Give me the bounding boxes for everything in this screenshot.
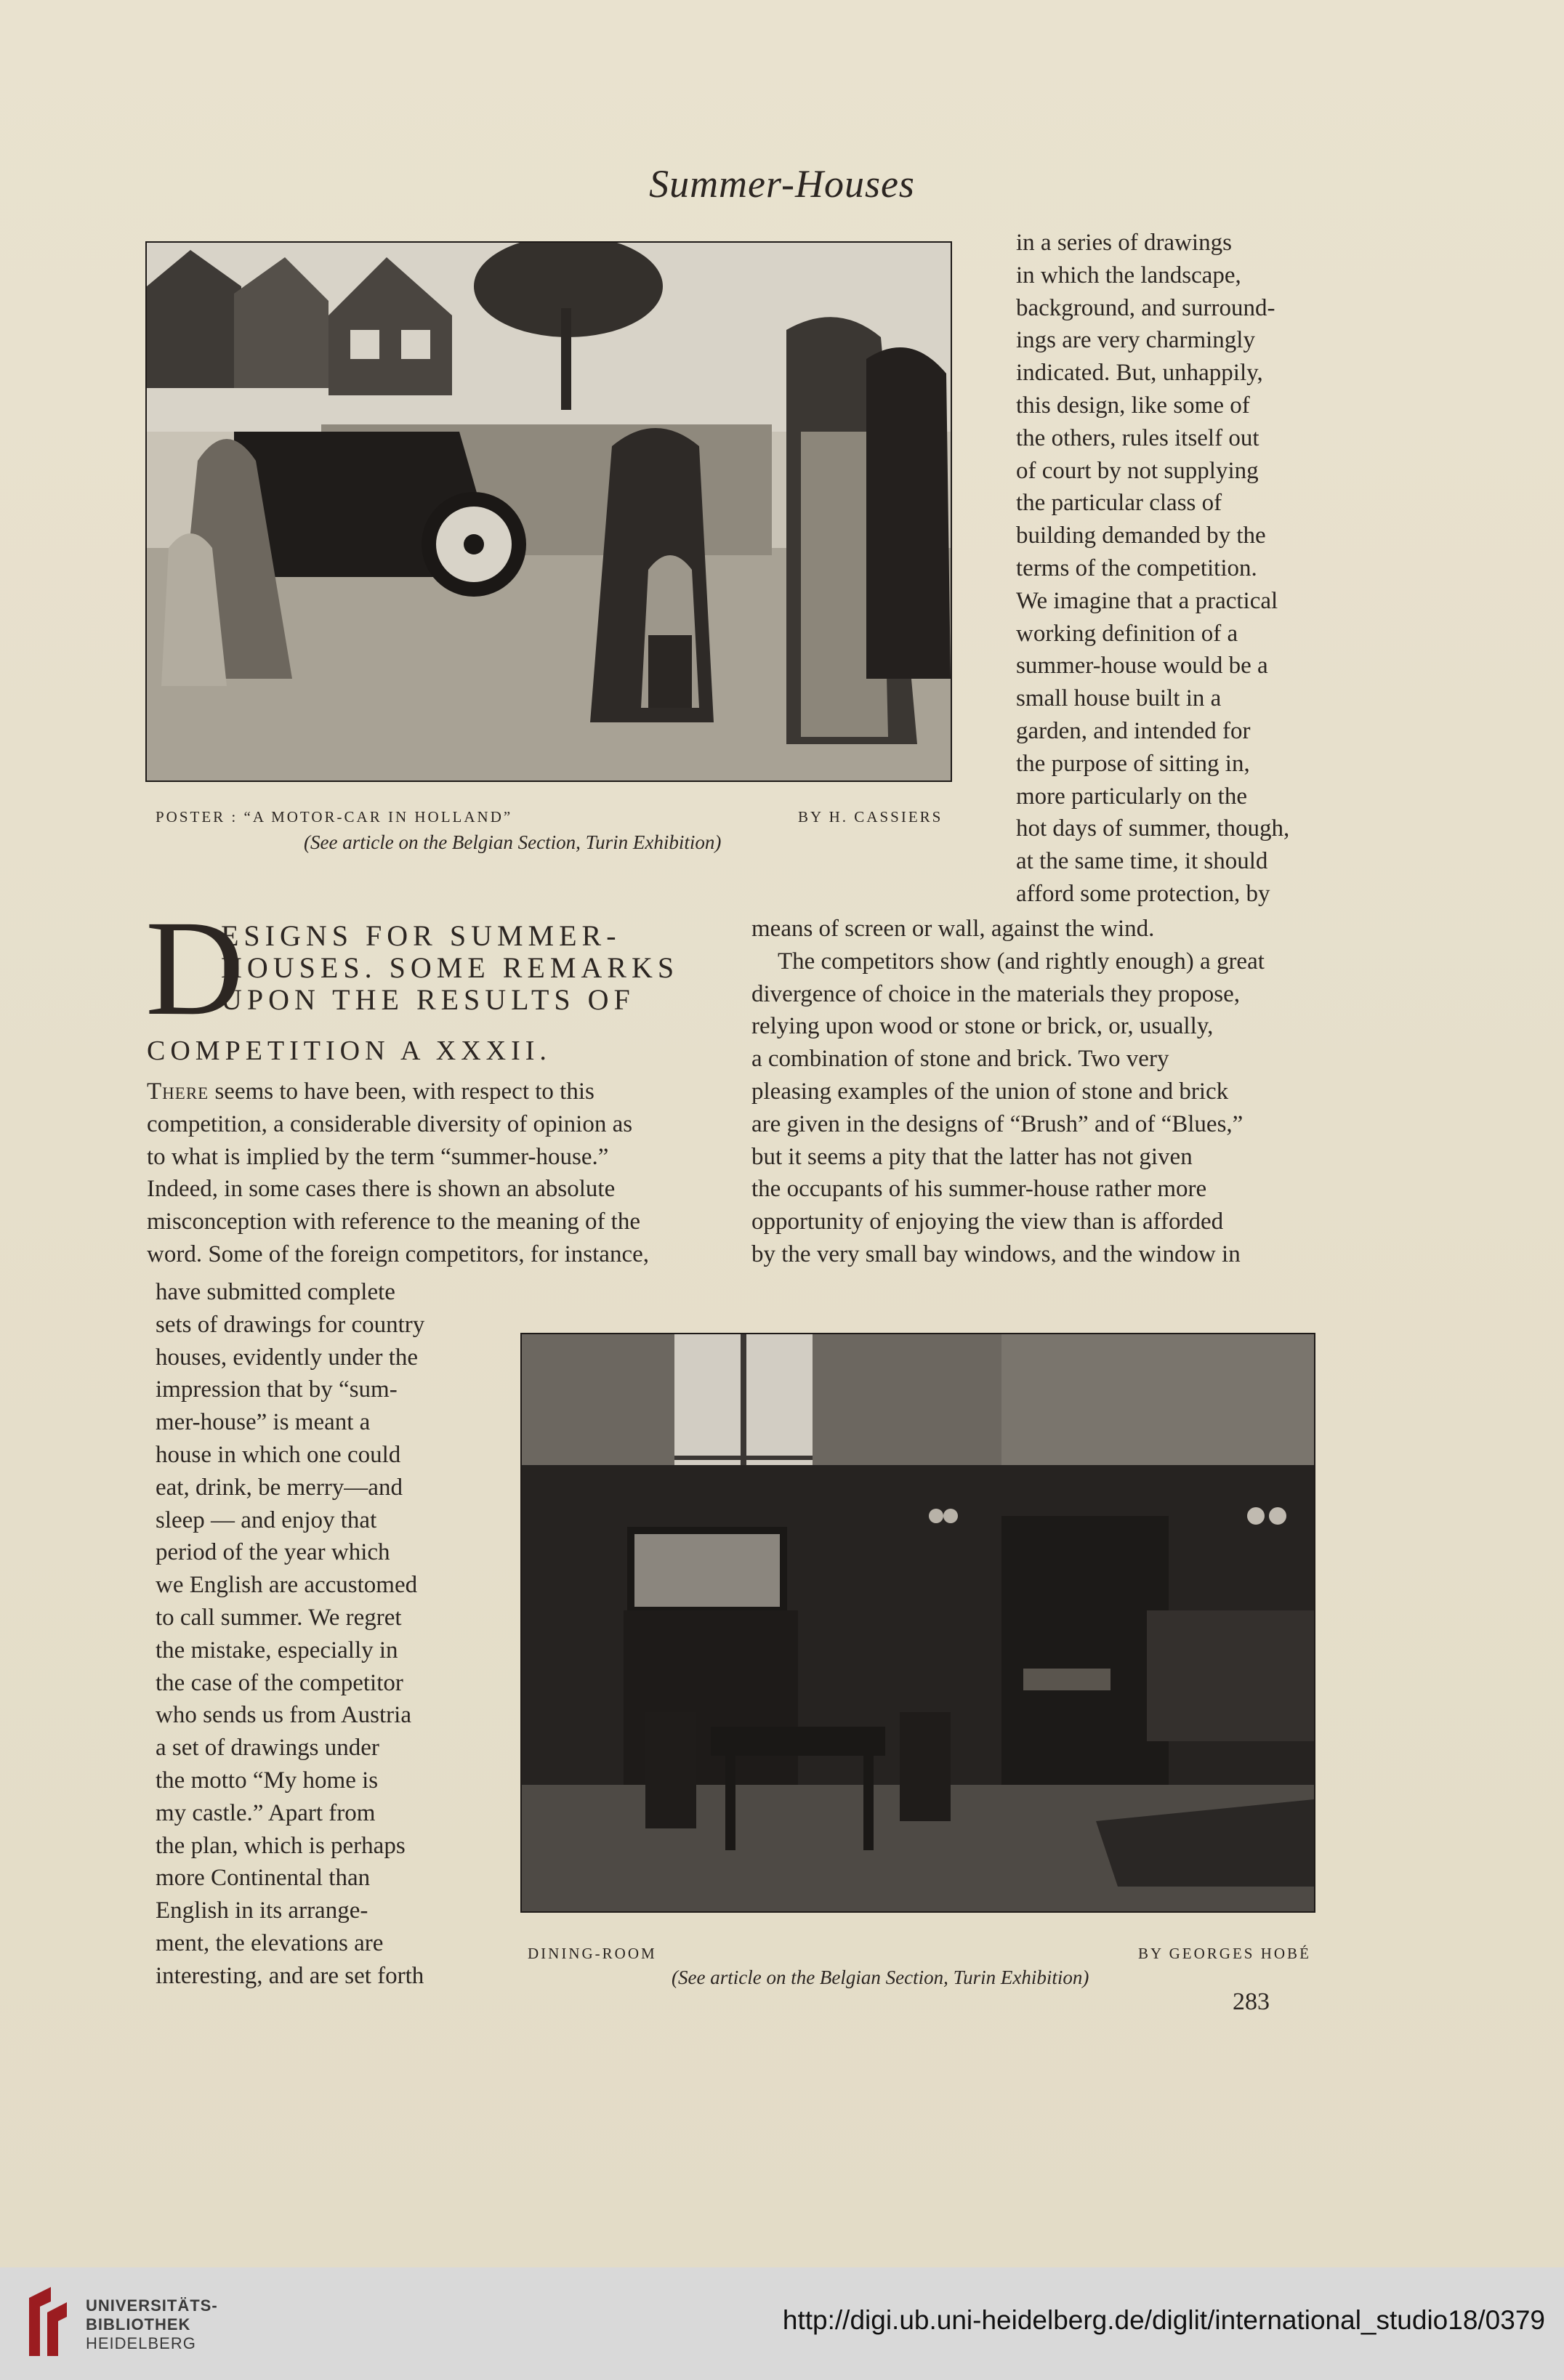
text-line <box>147 1076 721 1108</box>
text-column-right-top <box>1016 227 1323 911</box>
text-line: indicated. But, unhappily, <box>1016 360 1263 387</box>
heading-line: COMPETITION A XXXII. <box>147 1036 552 1066</box>
text-line: garden, and intended for <box>1016 717 1251 744</box>
text-line: opportunity of enjoying the view than is afforded <box>751 1209 1224 1235</box>
text-line: by the very small bay windows, and the window in <box>751 1241 1241 1267</box>
text-line: the plan, which is perhaps <box>156 1832 406 1859</box>
library-logo-icon <box>22 2283 80 2363</box>
running-head: Summer-Houses <box>649 162 915 206</box>
text-line: have submitted complete <box>156 1279 395 1305</box>
text-line: at the same time, it should <box>1016 848 1268 875</box>
text-line: We imagine that a practical <box>1016 587 1278 614</box>
page-number: 283 <box>1233 1988 1270 2015</box>
figure1-credit: BY H. CASSIERS <box>798 808 943 826</box>
text-line: in which the landscape, <box>1016 262 1241 289</box>
logo-line: BIBLIOTHEK <box>86 2315 191 2333</box>
figure2-caption: DINING-ROOM <box>528 1945 657 1962</box>
logo-line: HEIDELBERG <box>86 2334 196 2352</box>
text-line: English in its arrange- <box>156 1897 368 1924</box>
text-line: means of screen or wall, against the wind. <box>751 916 1155 942</box>
text-line: to call summer. We regret <box>156 1604 402 1631</box>
library-footer <box>0 2267 1564 2380</box>
text-line: to what is implied by the term “summer-house.” <box>147 1143 609 1170</box>
text-line: the purpose of sitting in, <box>1016 750 1250 777</box>
text-column-right-mid <box>751 913 1323 1271</box>
text-line: divergence of choice in the materials they propose, <box>751 980 1240 1007</box>
text-column-left-narrow <box>156 1276 461 1993</box>
text-line: who sends us from Austria <box>156 1702 411 1729</box>
text-line: are given in the designs of “Brush” and of “Blues,” <box>751 1110 1243 1137</box>
text-line: the particular class of <box>1016 490 1222 517</box>
text-line: mer-house” is meant a <box>156 1409 371 1436</box>
text-line: houses, evidently under the <box>156 1344 419 1371</box>
heading-line: ESIGNS FOR SUMMER- <box>221 919 621 952</box>
text-line: ings are very charmingly <box>1016 327 1255 354</box>
lead-word: There <box>147 1078 209 1105</box>
text-line: the mistake, especially in <box>156 1637 398 1663</box>
text-line: in a series of drawings <box>1016 230 1232 256</box>
text-line: a set of drawings under <box>156 1735 379 1762</box>
text-line: this design, like some of <box>1016 392 1250 419</box>
text-line: of court by not supplying <box>1016 457 1259 484</box>
text-line: sets of drawings for country <box>156 1311 425 1338</box>
text-run: seems to have been, with respect to this <box>209 1078 594 1105</box>
text-line: my castle.” Apart from <box>156 1799 376 1826</box>
logo-line: UNIVERSITÄTS- <box>86 2296 218 2315</box>
text-line: ment, the elevations are <box>156 1929 384 1956</box>
text-line: summer-house would be a <box>1016 653 1268 679</box>
library-logo-text <box>86 2296 218 2353</box>
text-line: the motto “My home is <box>156 1767 379 1794</box>
text-line: the others, rules itself out <box>1016 424 1259 451</box>
drop-cap: D <box>145 892 244 1044</box>
figure1-caption: POSTER : “A MOTOR-CAR IN HOLLAND” <box>156 808 513 826</box>
text-line: interesting, and are set forth <box>156 1962 424 1989</box>
text-line: hot days of summer, though, <box>1016 815 1290 842</box>
poster-artwork <box>147 243 951 780</box>
figure2-note: (See article on the Belgian Section, Turin Exhibition) <box>672 1966 1089 1988</box>
text-line: The competitors show (and rightly enough) a great <box>778 948 1265 975</box>
text-line: relying upon wood or stone or brick, or, usually, <box>751 1013 1214 1040</box>
text-line: word. Some of the foreign competitors, for instance, <box>147 1241 649 1267</box>
figure1-note: (See article on the Belgian Section, Turin Exhibition) <box>304 831 722 853</box>
text-line: eat, drink, be merry—and <box>156 1474 403 1501</box>
text-line: small house built in a <box>1016 685 1222 712</box>
text-line: we English are accustomed <box>156 1572 418 1599</box>
text-line: misconception with reference to the meaning of the <box>147 1209 640 1235</box>
text-line: Indeed, in some cases there is shown an absolute <box>147 1176 616 1203</box>
heading-line: UPON THE RESULTS OF <box>221 983 635 1016</box>
text-line: a combination of stone and brick. Two very <box>751 1046 1169 1073</box>
text-line: afford some protection, by <box>1016 880 1270 907</box>
text-line: working definition of a <box>1016 620 1238 647</box>
text-line: but it seems a pity that the latter has not given <box>751 1143 1193 1170</box>
text-line: background, and surround- <box>1016 294 1275 321</box>
text-line: the occupants of his summer-house rather more <box>751 1176 1207 1203</box>
text-line: impression that by “sum- <box>156 1376 398 1403</box>
dining-room-photograph <box>520 1333 1315 1913</box>
heading-line: HOUSES. SOME REMARKS <box>221 951 680 984</box>
text-line: building demanded by the <box>1016 523 1266 549</box>
text-column-left <box>147 1076 721 1271</box>
poster-illustration <box>145 241 952 782</box>
text-line: more Continental than <box>156 1865 371 1892</box>
text-line: period of the year which <box>156 1539 390 1566</box>
text-line: more particularly on the <box>1016 783 1247 810</box>
text-line: terms of the competition. <box>1016 554 1257 581</box>
text-line: sleep — and enjoy that <box>156 1506 377 1533</box>
dining-room-artwork <box>522 1334 1314 1911</box>
figure2-credit: BY GEORGES HOBÉ <box>1138 1945 1311 1962</box>
text-line: the case of the competitor <box>156 1669 403 1696</box>
text-line: pleasing examples of the union of stone and brick <box>751 1078 1229 1105</box>
permalink-url[interactable]: http://digi.ub.uni-heidelberg.de/diglit/international_studio18/0379 <box>782 2305 1545 2335</box>
text-line: house in which one could <box>156 1441 401 1468</box>
text-line: competition, a considerable diversity of opinion as <box>147 1110 633 1137</box>
